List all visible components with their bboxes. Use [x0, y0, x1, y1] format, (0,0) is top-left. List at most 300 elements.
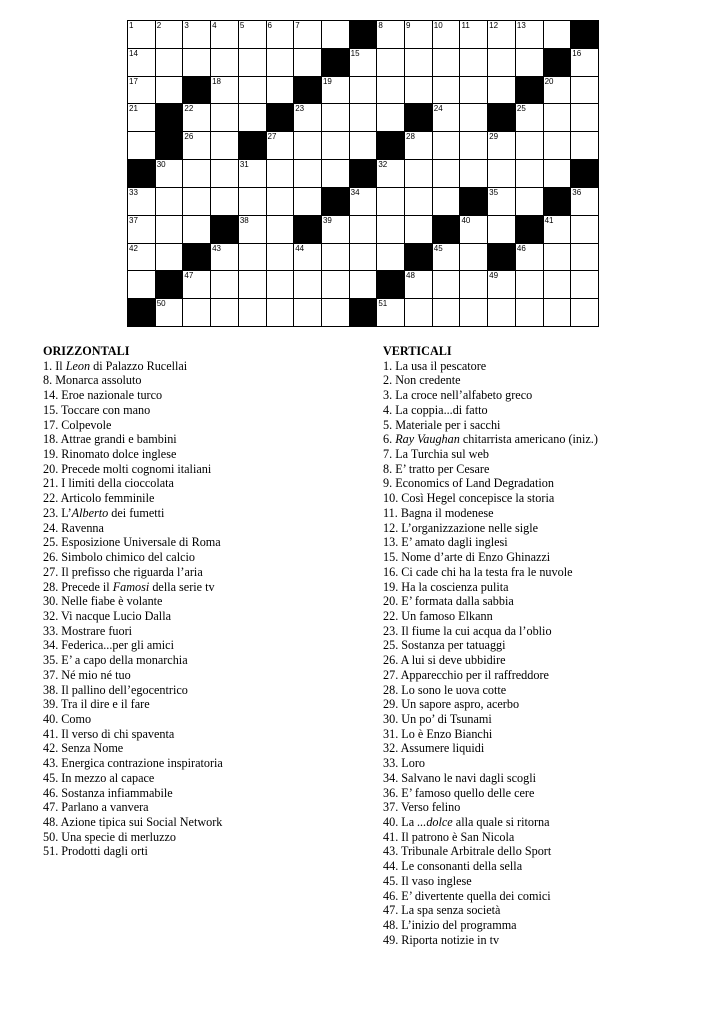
grid-cell[interactable]	[571, 188, 599, 216]
grid-cell[interactable]	[405, 160, 433, 188]
grid-cell[interactable]	[350, 49, 378, 77]
grid-cell[interactable]	[488, 188, 516, 216]
down-clue	[383, 771, 713, 786]
grid-cell[interactable]	[460, 49, 488, 77]
grid-cell[interactable]	[239, 160, 267, 188]
grid-cell[interactable]	[294, 244, 322, 272]
across-clue	[43, 403, 363, 418]
down-clue	[383, 933, 713, 948]
grid-cell[interactable]	[544, 21, 572, 49]
clue-text-pre: 45. Il vaso inglese	[383, 873, 472, 888]
clue-text-pre: 39. Tra il dire e il fare	[43, 697, 150, 712]
clue-text-pre: 35. E’ a capo della monarchia	[43, 653, 188, 668]
grid-cell[interactable]	[239, 299, 267, 327]
grid-cell[interactable]	[239, 77, 267, 105]
grid-cell[interactable]	[516, 21, 544, 49]
grid-cell[interactable]	[267, 49, 295, 77]
down-clue	[383, 609, 713, 624]
black-cell	[239, 132, 267, 160]
grid-cell[interactable]	[128, 104, 156, 132]
grid-cell[interactable]	[183, 104, 211, 132]
clue-text-pre: 10. Così Hegel concepisce la storia	[383, 491, 555, 506]
grid-cell[interactable]	[571, 299, 599, 327]
clue-text-pre: 8. E’ tratto per Cesare	[383, 461, 490, 476]
clue-text-pre: 38. Il pallino dell’egocentrico	[43, 682, 188, 697]
grid-cell[interactable]	[156, 216, 184, 244]
grid-cell[interactable]	[488, 21, 516, 49]
grid-cell[interactable]	[294, 132, 322, 160]
clue-text-post: di Palazzo Rucellai	[90, 358, 188, 373]
across-clue-list	[43, 359, 363, 859]
clue-text-pre: 8. Monarca assoluto	[43, 373, 142, 388]
cell-number: 12	[489, 21, 499, 30]
grid-cell[interactable]	[156, 77, 184, 105]
grid-cell[interactable]	[211, 299, 239, 327]
down-clue	[383, 712, 713, 727]
grid-cell[interactable]	[405, 77, 433, 105]
grid-cell[interactable]	[128, 132, 156, 160]
grid-cell[interactable]	[128, 188, 156, 216]
across-clue	[43, 388, 363, 403]
grid-cell[interactable]	[322, 216, 350, 244]
black-cell	[350, 299, 378, 327]
cell-number: 18	[212, 76, 222, 86]
grid-cell[interactable]	[322, 299, 350, 327]
across-clue	[43, 815, 363, 830]
grid-cell[interactable]	[183, 132, 211, 160]
grid-cell[interactable]	[128, 271, 156, 299]
clue-text-pre: 11. Bagna il modenese	[383, 505, 494, 520]
clue-text-pre: 5. Materiale per i sacchi	[383, 417, 501, 432]
grid-cell[interactable]	[488, 216, 516, 244]
grid-cell[interactable]	[267, 132, 295, 160]
across-clue	[43, 447, 363, 462]
across-clue	[43, 668, 363, 683]
grid-cell[interactable]	[488, 299, 516, 327]
down-clue-list	[383, 359, 713, 948]
grid-cell[interactable]	[460, 21, 488, 49]
black-cell	[377, 271, 405, 299]
black-cell	[183, 77, 211, 105]
grid-cell[interactable]	[156, 244, 184, 272]
down-clue	[383, 859, 713, 874]
cell-number: 9	[406, 21, 411, 30]
black-cell	[516, 77, 544, 105]
grid-cell[interactable]	[433, 21, 461, 49]
grid-cell[interactable]	[239, 271, 267, 299]
grid-cell[interactable]	[211, 132, 239, 160]
grid-cell[interactable]	[350, 104, 378, 132]
across-clue	[43, 359, 363, 374]
down-clue	[383, 874, 713, 889]
clue-text-pre: 48. Azione tipica sui Social Network	[43, 815, 223, 829]
clue-text-post: alla quale si ritorna	[452, 815, 550, 829]
cell-number: 34	[350, 187, 360, 197]
clue-text-pre: 20. Precede molti cognomi italiani	[43, 461, 212, 476]
grid-cell[interactable]	[183, 299, 211, 327]
clue-text-pre: 34. Salvano le navi dagli scogli	[383, 770, 536, 785]
clue-text-pre: 13. E’ amato dagli inglesi	[383, 535, 508, 550]
clue-text-post: della serie tv	[149, 579, 215, 594]
cell-number: 48	[406, 271, 415, 281]
grid-cell[interactable]	[377, 216, 405, 244]
clue-text-pre: 21. I limiti della cioccolata	[43, 476, 174, 491]
cell-number: 16	[572, 48, 582, 58]
down-clue	[383, 521, 713, 536]
grid-cell[interactable]	[488, 160, 516, 188]
down-clue	[383, 432, 713, 447]
grid-cell[interactable]	[322, 77, 350, 105]
clue-text-pre: 23. Il fiume la cui acqua da l’oblio	[383, 623, 552, 638]
clue-text-pre: 51. Prodotti dagli orti	[43, 844, 148, 859]
down-clue	[383, 373, 713, 388]
grid-cell[interactable]	[405, 271, 433, 299]
grid-cell[interactable]	[294, 271, 322, 299]
cell-number: 11	[461, 21, 470, 30]
clue-text-pre: 9. Economics of Land Degradation	[383, 476, 554, 491]
cell-number: 47	[184, 271, 194, 281]
cell-number: 3	[184, 21, 189, 30]
grid-cell[interactable]	[433, 77, 461, 105]
across-clue	[43, 638, 363, 653]
across-heading: ORIZZONTALI	[43, 344, 130, 358]
grid-cell[interactable]	[571, 49, 599, 77]
grid-cell[interactable]	[350, 216, 378, 244]
grid-cell[interactable]	[516, 160, 544, 188]
clue-text-pre: 30. Nelle fiabe è volante	[43, 594, 163, 609]
grid-cell[interactable]	[405, 21, 433, 49]
grid-cell[interactable]	[183, 160, 211, 188]
grid-cell[interactable]	[239, 244, 267, 272]
black-cell	[156, 132, 184, 160]
grid-cell[interactable]	[322, 104, 350, 132]
grid-cell[interactable]	[350, 77, 378, 105]
grid-cell[interactable]	[544, 77, 572, 105]
grid-cell[interactable]	[544, 160, 572, 188]
down-clue	[383, 786, 713, 801]
cell-number: 38	[239, 215, 249, 225]
grid-cell[interactable]	[516, 271, 544, 299]
clue-text-pre: 27. Apparecchio per il raffreddore	[383, 667, 549, 682]
down-clue	[383, 638, 713, 653]
black-cell	[405, 104, 433, 132]
across-clue	[43, 830, 363, 845]
grid-cell[interactable]	[156, 160, 184, 188]
black-cell	[571, 160, 599, 188]
clue-text-pre: 12. L’organizzazione nelle sigle	[383, 520, 538, 535]
grid-cell[interactable]	[377, 299, 405, 327]
clue-text-pre: 20. E’ formata dalla sabbia	[383, 594, 514, 609]
grid-cell[interactable]	[294, 188, 322, 216]
cell-number: 35	[489, 187, 499, 197]
clue-text-pre: 40. Como	[43, 711, 92, 726]
black-cell	[267, 104, 295, 132]
grid-cell[interactable]	[156, 299, 184, 327]
black-cell	[433, 216, 461, 244]
grid-cell[interactable]	[571, 244, 599, 272]
black-cell	[128, 160, 156, 188]
grid-cell[interactable]	[322, 244, 350, 272]
clue-text-pre: 24. Ravenna	[43, 520, 104, 535]
grid-cell[interactable]	[128, 21, 156, 49]
cell-number: 30	[156, 160, 166, 170]
down-clue	[383, 624, 713, 639]
cell-number: 6	[267, 21, 272, 30]
grid-cell[interactable]	[267, 216, 295, 244]
grid-cell[interactable]	[183, 21, 211, 49]
grid-cell[interactable]	[405, 132, 433, 160]
grid-cell[interactable]	[350, 188, 378, 216]
grid-cell[interactable]	[267, 160, 295, 188]
black-cell	[322, 188, 350, 216]
grid-cell[interactable]	[239, 104, 267, 132]
across-clue	[43, 800, 363, 815]
grid-cell[interactable]	[322, 271, 350, 299]
across-clue	[43, 476, 363, 491]
grid-cell[interactable]	[405, 49, 433, 77]
black-cell	[322, 49, 350, 77]
cell-number: 10	[433, 21, 443, 30]
down-clue	[383, 815, 713, 830]
grid-cell[interactable]	[571, 104, 599, 132]
down-clue	[383, 447, 713, 462]
down-clue	[383, 756, 713, 771]
grid-cell[interactable]	[267, 21, 295, 49]
cell-number: 25	[516, 104, 526, 114]
grid-cell[interactable]	[544, 104, 572, 132]
cell-number: 29	[489, 132, 499, 142]
clue-text-post: dei fumetti	[108, 505, 165, 520]
down-clue	[383, 506, 713, 521]
grid-cell[interactable]	[211, 49, 239, 77]
clue-text-pre: 37. Verso felino	[383, 800, 461, 815]
cell-number: 21	[129, 104, 138, 114]
clue-text-pre: 14. Eroe nazionale turco	[43, 388, 163, 403]
clue-text-em: Famosi	[112, 579, 150, 594]
clue-text-pre: 34. Federica...per gli amici	[43, 638, 174, 653]
grid-cell[interactable]	[488, 132, 516, 160]
black-cell	[183, 244, 211, 272]
grid-cell[interactable]	[239, 216, 267, 244]
grid-cell[interactable]	[211, 244, 239, 272]
grid-cell[interactable]	[294, 49, 322, 77]
grid-cell[interactable]	[460, 160, 488, 188]
down-clue	[383, 903, 713, 918]
grid-cell[interactable]	[377, 21, 405, 49]
clue-text-pre: 32. Vi nacque Lucio Dalla	[43, 608, 171, 623]
grid-cell[interactable]	[488, 77, 516, 105]
grid-cell[interactable]	[239, 49, 267, 77]
grid-cell[interactable]	[211, 188, 239, 216]
grid-cell[interactable]	[211, 77, 239, 105]
grid-cell[interactable]	[516, 104, 544, 132]
grid-cell[interactable]	[433, 104, 461, 132]
grid-cell[interactable]	[433, 132, 461, 160]
grid-cell[interactable]	[544, 216, 572, 244]
grid-cell[interactable]	[183, 188, 211, 216]
grid-cell[interactable]	[294, 104, 322, 132]
grid-cell[interactable]	[211, 160, 239, 188]
cell-number: 20	[544, 76, 554, 86]
cell-number: 19	[322, 76, 332, 86]
grid-cell[interactable]	[322, 132, 350, 160]
black-cell	[488, 244, 516, 272]
grid-cell[interactable]	[544, 299, 572, 327]
down-clue	[383, 668, 713, 683]
grid-cell[interactable]	[128, 49, 156, 77]
down-clue	[383, 889, 713, 904]
grid-cell[interactable]	[322, 21, 350, 49]
grid-cell[interactable]	[571, 77, 599, 105]
grid-cell[interactable]	[183, 216, 211, 244]
grid-cell[interactable]	[377, 188, 405, 216]
grid-cell[interactable]	[183, 271, 211, 299]
grid-cell[interactable]	[544, 244, 572, 272]
cell-number: 39	[322, 215, 332, 225]
clue-text-pre: 17. Colpevole	[43, 417, 112, 432]
down-clue	[383, 550, 713, 565]
grid-cell[interactable]	[405, 188, 433, 216]
grid-cell[interactable]	[488, 271, 516, 299]
black-cell	[128, 299, 156, 327]
clue-text-em: Alberto	[71, 505, 109, 520]
grid-cell[interactable]	[433, 271, 461, 299]
black-cell	[294, 77, 322, 105]
clue-text-pre: 26. A lui si deve ubbidire	[383, 653, 506, 668]
grid-cell[interactable]	[460, 271, 488, 299]
grid-cell[interactable]	[460, 104, 488, 132]
grid-cell[interactable]	[571, 216, 599, 244]
grid-cell[interactable]	[571, 132, 599, 160]
across-clue	[43, 373, 363, 388]
black-cell	[516, 216, 544, 244]
grid-cell[interactable]	[377, 244, 405, 272]
grid-cell[interactable]	[211, 271, 239, 299]
grid-cell[interactable]	[183, 49, 211, 77]
clue-text-pre: 30. Un po’ di Tsunami	[383, 711, 492, 726]
clue-text-pre: 25. Sostanza per tatuaggi	[383, 638, 506, 653]
grid-cell[interactable]	[128, 216, 156, 244]
across-clue	[43, 697, 363, 712]
clue-text-em: Leon	[65, 358, 91, 373]
down-clue	[383, 359, 713, 374]
down-clue	[383, 388, 713, 403]
down-clue	[383, 697, 713, 712]
down-clue	[383, 844, 713, 859]
grid-cell[interactable]	[267, 299, 295, 327]
clue-text-pre: 43. Tribunale Arbitrale dello Sport	[383, 844, 552, 859]
grid-cell[interactable]	[433, 188, 461, 216]
grid-cell[interactable]	[460, 216, 488, 244]
grid-cell[interactable]	[350, 244, 378, 272]
grid-cell[interactable]	[267, 77, 295, 105]
grid-cell[interactable]	[377, 77, 405, 105]
grid-cell[interactable]	[488, 49, 516, 77]
clue-text-em: ...dolce	[417, 815, 453, 829]
across-clue	[43, 565, 363, 580]
cell-number: 50	[156, 299, 166, 309]
cell-number: 8	[378, 21, 383, 30]
down-clue	[383, 594, 713, 609]
across-clue	[43, 462, 363, 477]
cell-number: 7	[295, 21, 300, 30]
black-cell	[156, 104, 184, 132]
grid-cell[interactable]	[377, 104, 405, 132]
grid-cell[interactable]	[405, 299, 433, 327]
clue-text-post: chitarrista americano (iniz.)	[459, 432, 598, 447]
cell-number: 4	[212, 21, 217, 30]
black-cell	[350, 160, 378, 188]
grid-cell[interactable]	[211, 21, 239, 49]
grid-cell[interactable]	[156, 188, 184, 216]
clue-text-pre: 41. Il patrono è San Nicola	[383, 829, 515, 844]
grid-cell[interactable]	[460, 132, 488, 160]
clue-text-pre: 2. Non credente	[383, 373, 461, 388]
grid-cell[interactable]	[350, 271, 378, 299]
grid-cell[interactable]	[544, 271, 572, 299]
grid-cell[interactable]	[267, 271, 295, 299]
grid-cell[interactable]	[544, 132, 572, 160]
grid-cell[interactable]	[405, 216, 433, 244]
black-cell	[294, 216, 322, 244]
grid-cell[interactable]	[516, 132, 544, 160]
grid-cell[interactable]	[294, 299, 322, 327]
grid-cell[interactable]	[377, 49, 405, 77]
grid-cell[interactable]	[294, 160, 322, 188]
clue-text-pre: 22. Un famoso Elkann	[383, 608, 493, 623]
grid-cell[interactable]	[433, 299, 461, 327]
grid-cell[interactable]	[267, 188, 295, 216]
grid-cell[interactable]	[516, 299, 544, 327]
across-clue	[43, 580, 363, 595]
cell-number: 51	[378, 299, 388, 309]
clue-text-pre: 25. Esposizione Universale di Roma	[43, 535, 221, 550]
grid-cell[interactable]	[267, 244, 295, 272]
clue-text-pre: 7. La Turchia sul web	[383, 447, 489, 462]
clue-text-pre: 37. Né mio né tuo	[43, 667, 131, 682]
clue-text-pre: 47. La spa senza società	[383, 903, 501, 918]
grid-cell[interactable]	[239, 188, 267, 216]
grid-cell[interactable]	[377, 160, 405, 188]
grid-cell[interactable]	[128, 77, 156, 105]
grid-cell[interactable]	[239, 21, 267, 49]
clue-text-pre: 41. Il verso di chi spaventa	[43, 726, 175, 741]
grid-cell[interactable]	[571, 271, 599, 299]
grid-cell[interactable]	[516, 188, 544, 216]
grid-cell[interactable]	[156, 49, 184, 77]
grid-cell[interactable]	[460, 77, 488, 105]
grid-cell[interactable]	[128, 244, 156, 272]
grid-cell[interactable]	[156, 21, 184, 49]
black-cell	[350, 21, 378, 49]
grid-cell[interactable]	[211, 104, 239, 132]
down-clue	[383, 727, 713, 742]
grid-cell[interactable]	[433, 244, 461, 272]
grid-cell[interactable]	[433, 160, 461, 188]
cell-number: 26	[184, 132, 194, 142]
grid-cell[interactable]	[460, 244, 488, 272]
grid-cell[interactable]	[516, 49, 544, 77]
grid-cell[interactable]	[516, 244, 544, 272]
cell-number: 1	[129, 21, 134, 30]
grid-cell[interactable]	[460, 299, 488, 327]
grid-cell[interactable]	[294, 21, 322, 49]
grid-cell[interactable]	[433, 49, 461, 77]
clue-text-pre: 28. Precede il	[43, 579, 113, 594]
grid-cell[interactable]	[322, 160, 350, 188]
cell-number: 36	[572, 187, 582, 197]
grid-cell[interactable]	[350, 132, 378, 160]
